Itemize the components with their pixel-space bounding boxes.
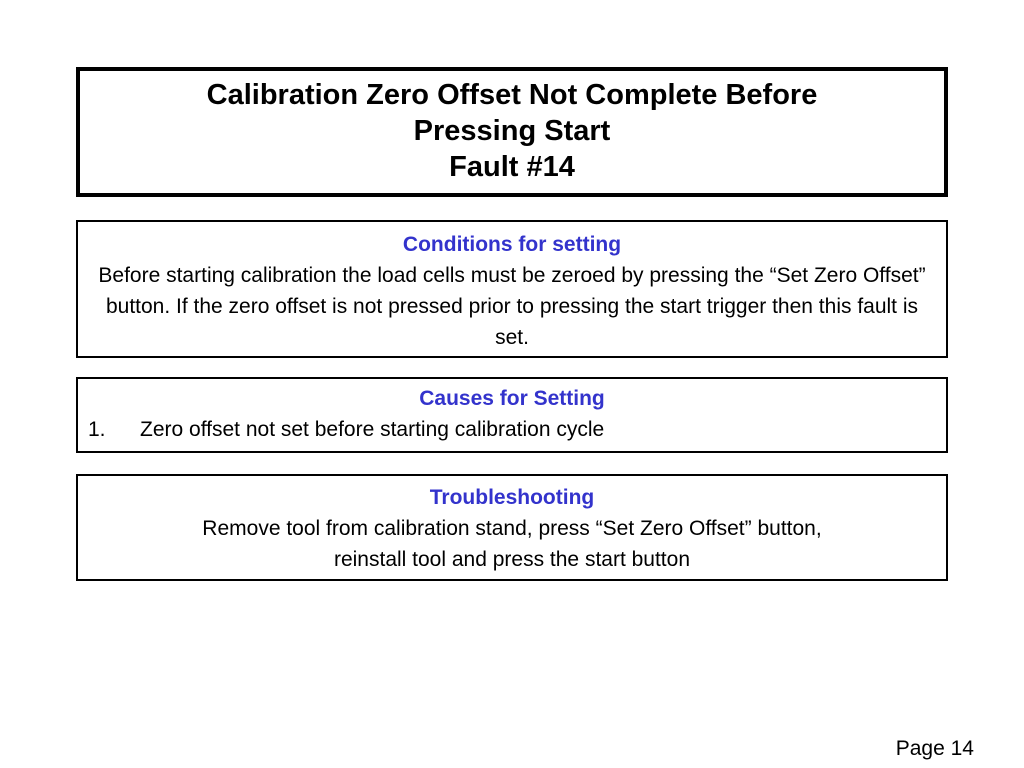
conditions-heading: Conditions for setting — [402, 233, 622, 256]
troubleshooting-section — [76, 474, 948, 581]
troubleshooting-line-2: reinstall tool and press the start button — [333, 548, 691, 571]
cause-text: Zero offset not set before starting calibration cycle — [140, 418, 605, 441]
list-item — [78, 414, 946, 445]
conditions-body: Before starting calibration the load cells must be zeroed by pressing the “Set Zero Offset” button. If the zero offset is not pressed prior to pressing the start trigger then this fault is set. — [98, 264, 926, 349]
page-title-line-2: Pressing Start — [413, 115, 611, 147]
causes-heading: Causes for Setting — [419, 387, 605, 410]
cause-number: 1. — [88, 418, 106, 441]
causes-section — [76, 377, 948, 453]
troubleshooting-heading: Troubleshooting — [429, 486, 595, 509]
fault-number: Fault #14 — [449, 151, 575, 183]
troubleshooting-line-1: Remove tool from calibration stand, press “Set Zero Offset” button, — [202, 517, 822, 540]
page-title-line-1: Calibration Zero Offset Not Complete Before — [206, 79, 818, 111]
causes-list — [78, 414, 946, 445]
page-number: Page 14 — [895, 737, 974, 760]
title-box — [76, 67, 948, 197]
conditions-section — [76, 220, 948, 358]
